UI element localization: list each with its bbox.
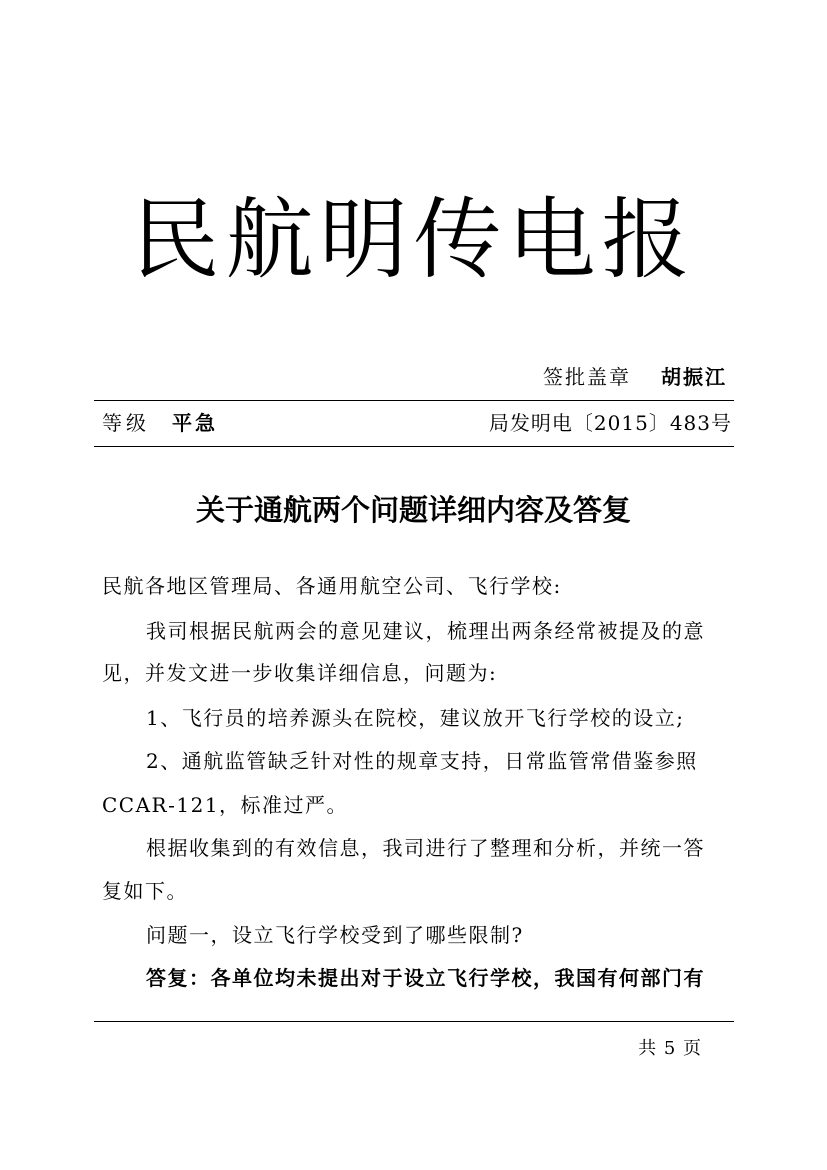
page-count: 共 5 页 [638, 1038, 702, 1059]
signature-row [543, 362, 727, 392]
header-rule-bottom [94, 446, 734, 447]
header-rule-top [94, 400, 734, 401]
addressee-line: 民航各地区管理局、各通用航空公司、飞行学校: [102, 574, 562, 598]
paragraph-line: 见，并发文进一步收集详细信息，问题为: [102, 661, 498, 685]
answer-line: 答复：各单位均未提出对于设立飞行学校，我国有何部门有 [146, 966, 705, 990]
paragraph-line: 我司根据民航两会的意见建议，梳理出两条经常被提及的意 [146, 619, 705, 643]
footer-rule [94, 1021, 734, 1022]
paragraph-line: 复如下。 [102, 879, 188, 903]
issue-item-1: 1、飞行员的培养源头在院校，建议放开飞行学校的设立; [146, 706, 685, 730]
question-line: 问题一，设立飞行学校受到了哪些限制? [146, 923, 524, 947]
signature-label: 签批盖章 [543, 365, 631, 389]
issue-item-2-continued: CCAR-121，标准过严。 [102, 793, 349, 817]
paragraph-line: 根据收集到的有效信息，我司进行了整理和分析，并统一答 [146, 836, 705, 860]
grade-label: 等级 [102, 411, 150, 435]
document-number: 局发明电〔2015〕483号 [488, 411, 732, 435]
issue-item-2: 2、通航监管缺乏针对性的规章支持，日常监管常借鉴参照 [146, 749, 698, 773]
grade-value: 平急 [172, 411, 218, 435]
signer-name: 胡振江 [661, 365, 727, 389]
masthead-title: 民航明传电报 [131, 188, 696, 291]
meta-row [102, 407, 732, 439]
document-title: 关于通航两个问题详细内容及答复 [195, 493, 631, 527]
